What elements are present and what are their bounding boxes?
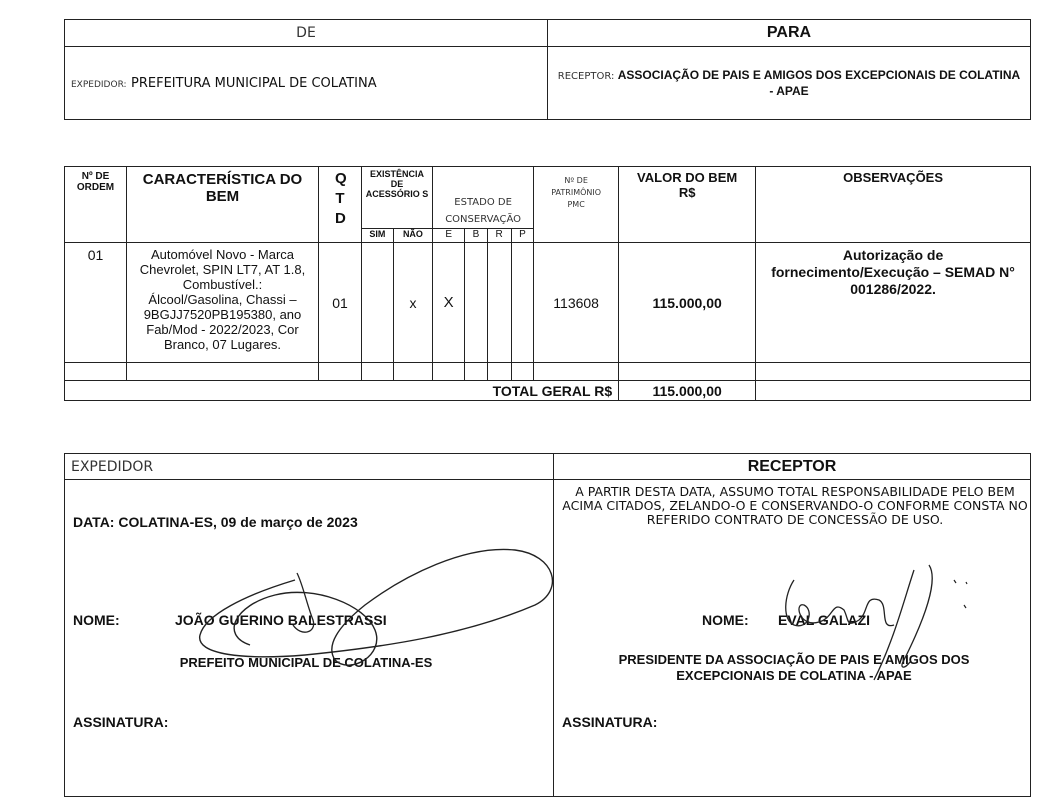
expedidor-value: PREFEITURA MUNICIPAL DE COLATINA bbox=[131, 76, 377, 91]
receptor-nome: EVAL GALAZI bbox=[778, 612, 871, 628]
data-line: DATA: COLATINA-ES, 09 de março de 2023 bbox=[73, 514, 358, 530]
cell-patrimonio: 113608 bbox=[534, 243, 619, 363]
col-valor: VALOR DO BEM R$ bbox=[619, 167, 756, 243]
receptor-heading: RECEPTOR bbox=[554, 454, 1031, 480]
cell-r bbox=[487, 243, 511, 363]
expedidor-label: EXPEDIDOR: bbox=[71, 80, 127, 90]
de-header: DE bbox=[65, 20, 548, 47]
col-patrimonio: Nº DE PATRIMÔNIO PMC bbox=[534, 167, 619, 243]
receptor-assinatura-label: ASSINATURA: bbox=[562, 714, 658, 730]
goods-table bbox=[64, 166, 1031, 401]
expedidor-heading: EXPEDIDOR bbox=[65, 454, 554, 480]
para-header: PARA bbox=[548, 20, 1031, 47]
col-r: R bbox=[487, 229, 511, 243]
cell-b bbox=[465, 243, 487, 363]
expedidor-cell bbox=[65, 47, 548, 120]
col-qtd: QTD bbox=[319, 167, 362, 243]
col-caracteristica: CARACTERÍSTICA DO BEM bbox=[127, 167, 319, 243]
col-estado: ESTADO DE CONSERVAÇÃO bbox=[433, 167, 534, 229]
table-row bbox=[65, 363, 1031, 381]
col-ordem: Nº DE ORDEM bbox=[65, 167, 127, 243]
total-label: TOTAL GERAL R$ bbox=[65, 381, 619, 401]
expedidor-block bbox=[65, 480, 554, 797]
expedidor-cargo: PREFEITO MUNICIPAL DE COLATINA-ES bbox=[179, 655, 433, 670]
cell-observacoes: Autorização de fornecimento/Execução – SEMAD N° 001286/2022. bbox=[756, 243, 1031, 363]
expedidor-signature bbox=[125, 525, 565, 675]
receptor-label: RECEPTOR: bbox=[557, 70, 615, 82]
col-sim: SIM bbox=[362, 229, 394, 243]
table-row bbox=[65, 243, 1031, 363]
signature-table bbox=[64, 453, 1031, 797]
expedidor-assinatura-label: ASSINATURA: bbox=[73, 714, 169, 730]
cell-caracteristica: Automóvel Novo - Marca Chevrolet, SPIN LT7, AT 1.8, Combustível.: Álcool/Gasolina, Chassi – 9BGJJ7520PB195380, ano Fab/Mod - 2022/2023, Cor Branco, 07 Lugares. bbox=[127, 243, 319, 363]
expedidor-nome-label: NOME: bbox=[73, 612, 120, 628]
total-value: 115.000,00 bbox=[619, 381, 756, 401]
cell-e: X bbox=[433, 243, 465, 363]
cell-valor: 115.000,00 bbox=[619, 243, 756, 363]
receptor-value: ASSOCIAÇÃO DE PAIS E AMIGOS DOS EXCEPCIONAIS DE COLATINA - APAE bbox=[617, 67, 1021, 98]
expedidor-nome: JOÃO GUERINO BALESTRASSI bbox=[175, 612, 387, 628]
col-p: P bbox=[511, 229, 533, 243]
cell-sim bbox=[362, 243, 394, 363]
cell-ordem: 01 bbox=[65, 243, 127, 363]
col-observacoes: OBSERVAÇÕES bbox=[756, 167, 1031, 243]
receptor-declaracao: A PARTIR DESTA DATA, ASSUMO TOTAL RESPONSABILIDADE PELO BEM ACIMA CITADOS, ZELANDO-O E CONSERVANDO-O CONFORME CONSTA NO REFERIDO CONTRATO DE CONCESSÃO DE USO. bbox=[562, 484, 1028, 527]
col-nao: NÃO bbox=[393, 229, 432, 243]
receptor-cargo: PRESIDENTE DA ASSOCIAÇÃO DE PAIS E AMIGOS DOS EXCEPCIONAIS DE COLATINA - APAE bbox=[618, 652, 970, 683]
header-table bbox=[64, 19, 1031, 120]
receptor-block bbox=[554, 480, 1031, 797]
col-b: B bbox=[465, 229, 487, 243]
cell-nao: x bbox=[393, 243, 432, 363]
col-e: E bbox=[433, 229, 465, 243]
cell-qtd: 01 bbox=[319, 243, 362, 363]
col-acessorios: EXISTÊNCIA DE ACESSÓRIO S bbox=[362, 167, 433, 229]
receptor-cell bbox=[548, 47, 1031, 120]
cell-p bbox=[511, 243, 533, 363]
receptor-nome-label: NOME: bbox=[702, 612, 749, 628]
